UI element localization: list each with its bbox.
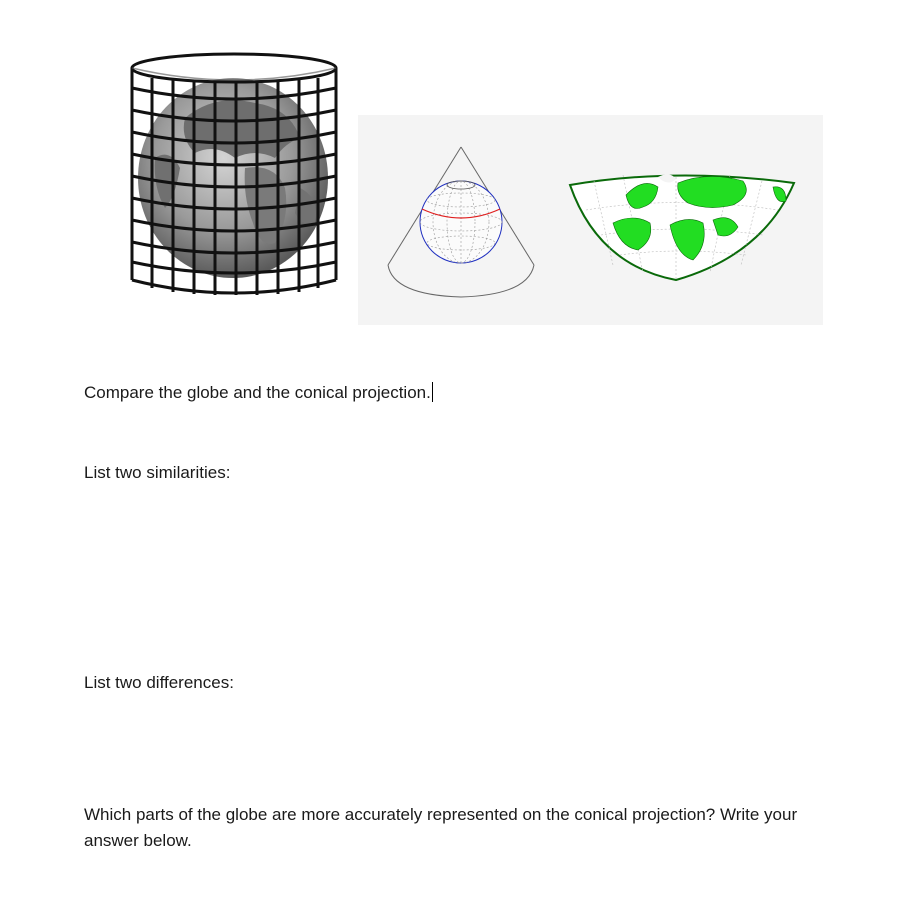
differences-prompt: List two differences: [84,673,234,692]
accuracy-answer-area[interactable] [84,860,829,896]
conical-projection-panel [358,115,823,325]
cone-projection-diagram-icon [358,115,823,325]
accuracy-prompt: Which parts of the globe are more accurately represented on the conical projection? Write your answer below. [84,805,798,850]
similarities-answer-area[interactable] [84,495,829,655]
differences-answer-area[interactable] [84,705,829,795]
compare-prompt [84,380,433,406]
text-cursor [432,382,433,402]
compare-prompt-text: Compare the globe and the conical projection. [84,383,431,402]
cylindrical-projection-globe-icon [125,48,343,298]
cylindrical-projection-figure [125,48,343,298]
similarities-prompt: List two similarities: [84,463,231,482]
conic-projection-world-map-icon [570,174,794,280]
